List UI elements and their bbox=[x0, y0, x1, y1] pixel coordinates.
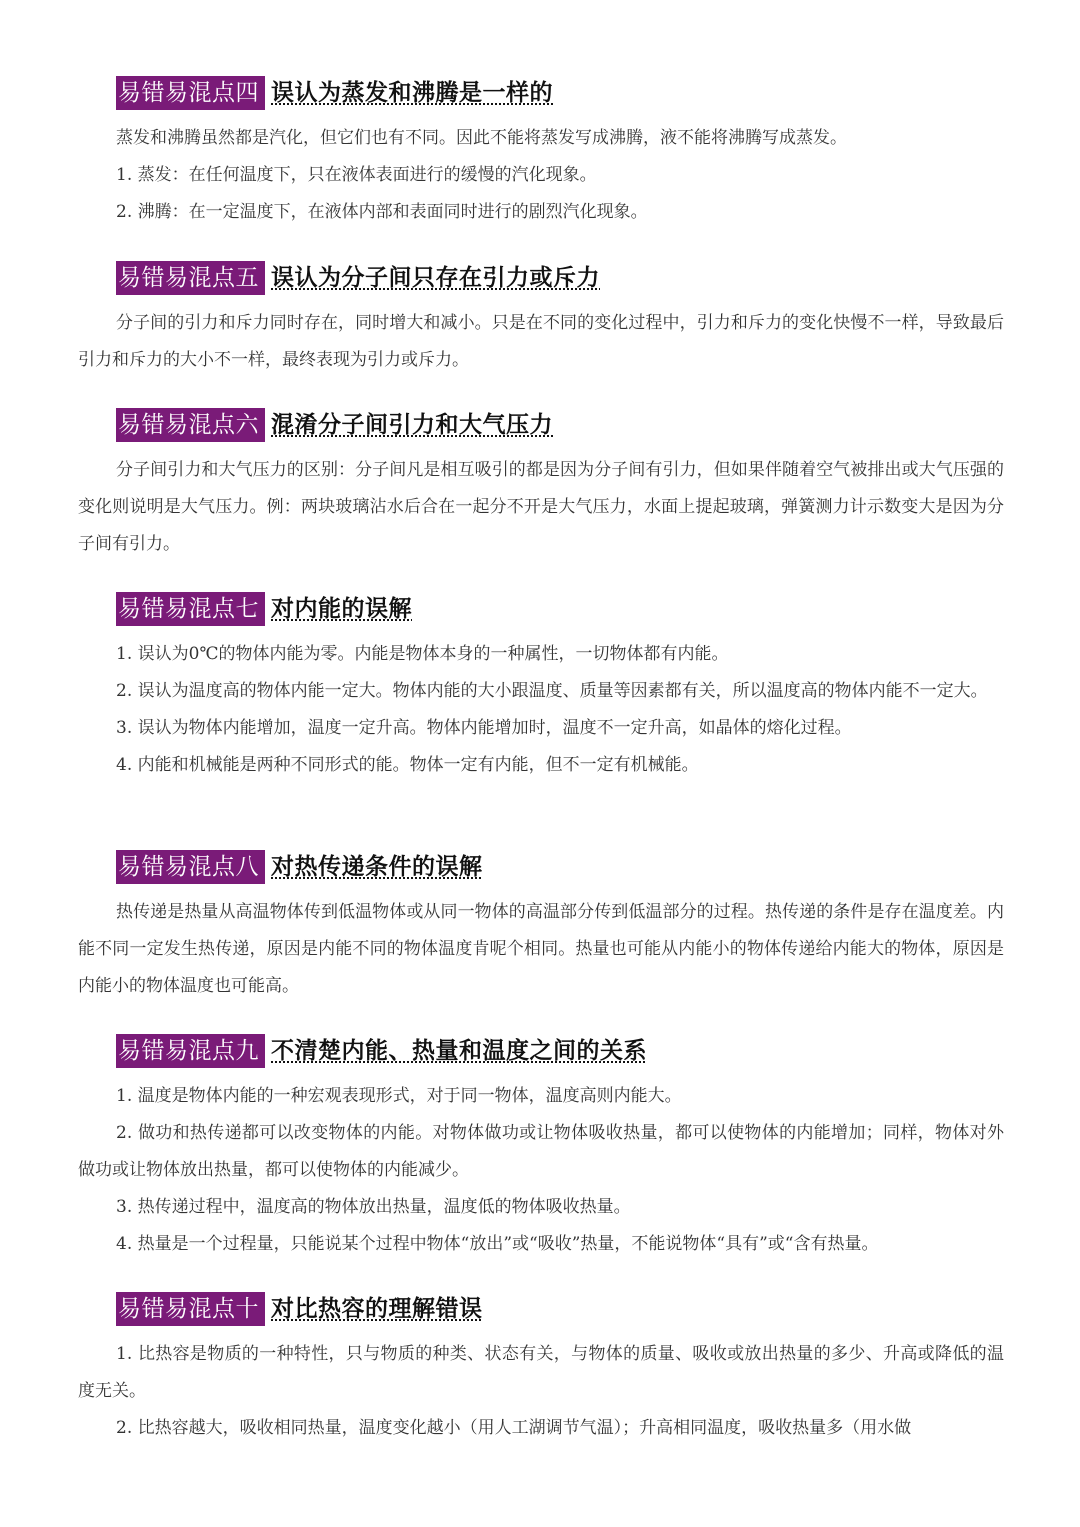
paragraph: 热传递是热量从高温物体传到低温物体或从同一物体的高温部分传到低温部分的过程。热传递的条件是存在温度差。内能不同一定发生热传递，原因是内能不同的物体温度肯呢个相同。热量也可能从内能小的物体传递给内能大的物体，原因是内能小的物体温度也可能高。 bbox=[78, 902, 1004, 996]
section-topic: 对内能的误解 bbox=[271, 596, 412, 622]
section-heading bbox=[116, 1034, 647, 1068]
paragraph: 3. 热传递过程中，温度高的物体放出热量，温度低的物体吸收热量。 bbox=[116, 1197, 631, 1217]
section-body bbox=[78, 636, 1004, 784]
section-body bbox=[78, 452, 1004, 563]
paragraph: 1. 比热容是物质的一种特性，只与物质的种类、状态有关，与物体的质量、吸收或放出热量的多少、升高或降低的温度无关。 bbox=[78, 1344, 1004, 1401]
section-topic: 混淆分子间引力和大气压力 bbox=[271, 412, 553, 438]
paragraph: 3. 误认为物体内能增加，温度一定升高。物体内能增加时，温度不一定升高，如晶体的熔化过程。 bbox=[116, 718, 852, 738]
paragraph: 蒸发和沸腾虽然都是汽化，但它们也有不同。因此不能将蒸发写成沸腾，液不能将沸腾写成蒸发。 bbox=[116, 128, 847, 148]
section-topic: 对比热容的理解错误 bbox=[271, 1296, 483, 1322]
section-body bbox=[78, 305, 1004, 379]
section-body bbox=[78, 894, 1004, 1005]
section-tag: 易错易混点十 bbox=[116, 1292, 265, 1326]
section-body bbox=[78, 120, 1004, 231]
section-heading bbox=[116, 261, 600, 295]
section-tag: 易错易混点五 bbox=[116, 261, 265, 295]
section-tag: 易错易混点九 bbox=[116, 1034, 265, 1068]
paragraph: 1. 温度是物体内能的一种宏观表现形式，对于同一物体，温度高则内能大。 bbox=[116, 1086, 682, 1106]
section-heading bbox=[116, 76, 553, 110]
section-tag: 易错易混点七 bbox=[116, 592, 265, 626]
paragraph: 分子间引力和大气压力的区别：分子间凡是相互吸引的都是因为分子间有引力，但如果伴随着空气被排出或大气压强的变化则说明是大气压力。例：两块玻璃沾水后合在一起分不开是大气压力，水面上提起玻璃，弹簧测力计示数变大是因为分子间有引力。 bbox=[78, 460, 1004, 554]
section-tag: 易错易混点六 bbox=[116, 408, 265, 442]
paragraph: 2. 比热容越大，吸收相同热量，温度变化越小（用人工湖调节气温）；升高相同温度，吸收热量多（用水做 bbox=[116, 1418, 912, 1438]
paragraph: 2. 误认为温度高的物体内能一定大。物体内能的大小跟温度、质量等因素都有关，所以温度高的物体内能不一定大。 bbox=[116, 681, 988, 701]
paragraph: 2. 做功和热传递都可以改变物体的内能。对物体做功或让物体吸收热量，都可以使物体的内能增加；同样，物体对外做功或让物体放出热量，都可以使物体的内能减少。 bbox=[78, 1123, 1004, 1180]
section-body bbox=[78, 1336, 1004, 1447]
section-heading bbox=[116, 850, 483, 884]
section-body bbox=[78, 1078, 1004, 1263]
section-heading bbox=[116, 592, 412, 626]
paragraph: 1. 误认为0℃的物体内能为零。内能是物体本身的一种属性，一切物体都有内能。 bbox=[116, 644, 729, 664]
paragraph: 1. 蒸发：在任何温度下，只在液体表面进行的缓慢的汽化现象。 bbox=[116, 165, 597, 185]
section-tag: 易错易混点四 bbox=[116, 76, 265, 110]
section-topic: 对热传递条件的误解 bbox=[271, 854, 483, 880]
section-topic: 不清楚内能、热量和温度之间的关系 bbox=[271, 1038, 647, 1064]
paragraph: 分子间的引力和斥力同时存在，同时增大和减小。只是在不同的变化过程中，引力和斥力的变化快慢不一样，导致最后引力和斥力的大小不一样，最终表现为引力或斥力。 bbox=[78, 313, 1004, 370]
section-tag: 易错易混点八 bbox=[116, 850, 265, 884]
section-heading bbox=[116, 408, 553, 442]
paragraph: 4. 内能和机械能是两种不同形式的能。物体一定有内能，但不一定有机械能。 bbox=[116, 755, 699, 775]
section-topic: 误认为蒸发和沸腾是一样的 bbox=[271, 80, 553, 106]
section-heading bbox=[116, 1292, 483, 1326]
section-topic: 误认为分子间只存在引力或斥力 bbox=[271, 265, 600, 291]
paragraph: 2. 沸腾：在一定温度下，在液体内部和表面同时进行的剧烈汽化现象。 bbox=[116, 202, 648, 222]
paragraph: 4. 热量是一个过程量，只能说某个过程中物体“放出”或“吸收”热量，不能说物体“具有”或“含有热量。 bbox=[116, 1234, 879, 1254]
